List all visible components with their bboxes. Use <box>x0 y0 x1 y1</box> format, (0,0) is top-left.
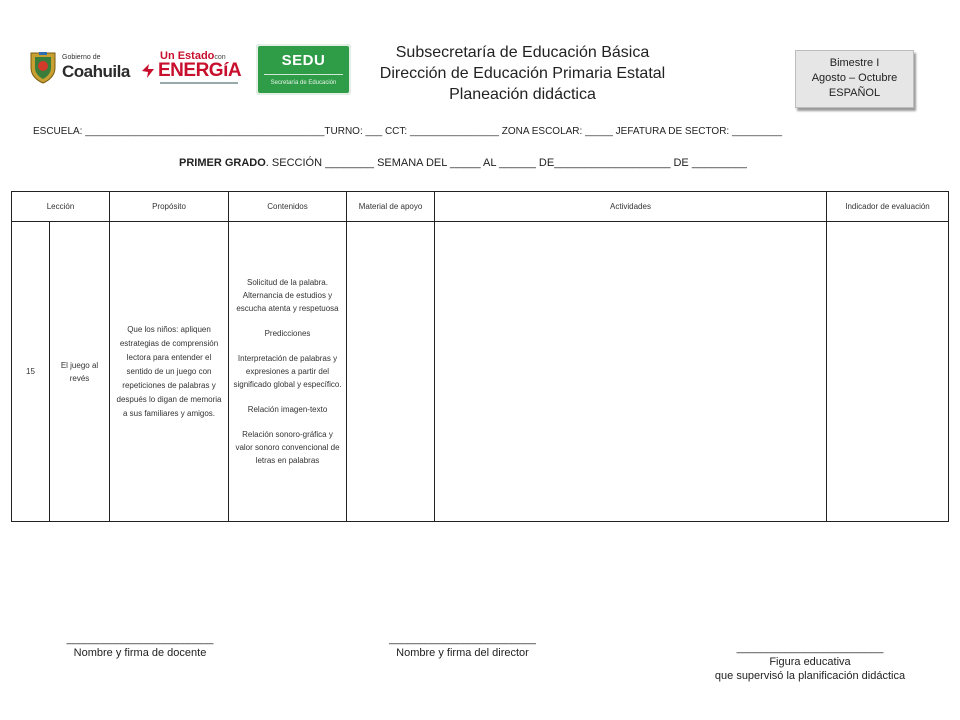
header-material: Material de apoyo <box>347 192 435 222</box>
energia-mark-icon <box>140 62 156 80</box>
signature-docente <box>55 632 225 660</box>
lesson-name: El juego al revés <box>60 360 99 383</box>
logo-coahuila-small-text: Gobierno de <box>62 54 101 61</box>
cell-leccion <box>12 222 110 522</box>
title-planeacion: Planeación didáctica <box>449 86 596 103</box>
header-contenidos: Contenidos <box>229 192 347 222</box>
logo-coahuila-text: Coahuila <box>62 62 130 81</box>
header-leccion: Lección <box>12 192 110 222</box>
logo-energia-underline <box>160 82 238 84</box>
grado-label: PRIMER GRADO <box>179 157 266 169</box>
signature-figura-label-1: Figura educativa <box>769 656 851 668</box>
escuela-fields-line: ESCUELA: ___________________________________________TURNO: ___ CCT: ________________ ZONA ESCOLAR: _____ JEFATURA DE SECTOR: _________ <box>33 126 783 137</box>
logo-un-estado-con-energia <box>140 50 240 90</box>
coahuila-crest-icon <box>28 50 58 84</box>
cell-proposito <box>110 222 229 522</box>
table-row <box>12 222 949 522</box>
contenido-item: Relación imagen-texto <box>247 405 328 414</box>
signature-line: ________________________ <box>389 633 536 645</box>
signature-figura-educativa <box>690 641 930 683</box>
document-titles <box>350 42 695 105</box>
logo-sedu-text: SEDU <box>281 52 326 69</box>
lesson-number: 15 <box>12 222 50 521</box>
contenido-item: Predicciones <box>264 329 311 338</box>
grado-line <box>179 157 899 169</box>
logo-sedu-subtitle: Secretaría de Educación <box>270 80 337 86</box>
title-direccion: Dirección de Educación Primaria Estatal <box>379 65 666 82</box>
bimestre-label: Bimestre I <box>829 57 880 69</box>
header-proposito: Propósito <box>110 192 229 222</box>
bimestre-months: Agosto – Octubre <box>811 72 898 84</box>
signature-figura-label-2: que supervisó la planificación didáctica <box>714 670 906 682</box>
signature-director-label: Nombre y firma del director <box>396 647 529 659</box>
header-actividades: Actividades <box>435 192 827 222</box>
logo-energia-text: ENERGíA <box>158 60 242 81</box>
bimestre-box <box>795 50 914 108</box>
contenido-item: Interpretación de palabras y expresiones a partir del significado global y específico. <box>233 354 342 389</box>
signature-line: ________________________ <box>736 642 884 654</box>
grado-fields: . SECCIÓN ________ SEMANA DEL _____ AL ______ DE___________________ DE _________ <box>265 157 747 169</box>
table-header-row <box>12 192 949 222</box>
signature-line: ________________________ <box>66 633 214 645</box>
proposito-text: Que los niños: apliquen estrategias de comprensión lectora para entender el sentido de un juego con repeticiones de palabras y después lo digan de memoria a sus familiares y amigos. <box>116 324 222 418</box>
contenido-item: Solicitud de la palabra. Alternancia de estudios y escucha atenta y respetuosa <box>236 278 339 313</box>
cell-actividades <box>435 222 827 522</box>
planning-table <box>11 191 949 522</box>
cell-contenidos <box>229 222 347 522</box>
signature-docente-label: Nombre y firma de docente <box>73 647 207 659</box>
cell-indicador <box>827 222 949 522</box>
logo-gobierno-coahuila <box>28 48 138 88</box>
bimestre-subject: ESPAÑOL <box>828 87 881 99</box>
cell-material <box>347 222 435 522</box>
logo-sedu-divider <box>264 74 343 75</box>
logo-energia-top-text: Un Estadocon <box>160 50 226 62</box>
contenido-item: Relación sonoro-gráfica y valor sonoro convencional de letras en palabras <box>235 430 340 465</box>
header-indicador: Indicador de evaluación <box>827 192 949 222</box>
signature-director <box>375 632 550 660</box>
title-subsecretaria: Subsecretaría de Educación Básica <box>395 44 650 61</box>
logo-sedu <box>256 44 351 95</box>
